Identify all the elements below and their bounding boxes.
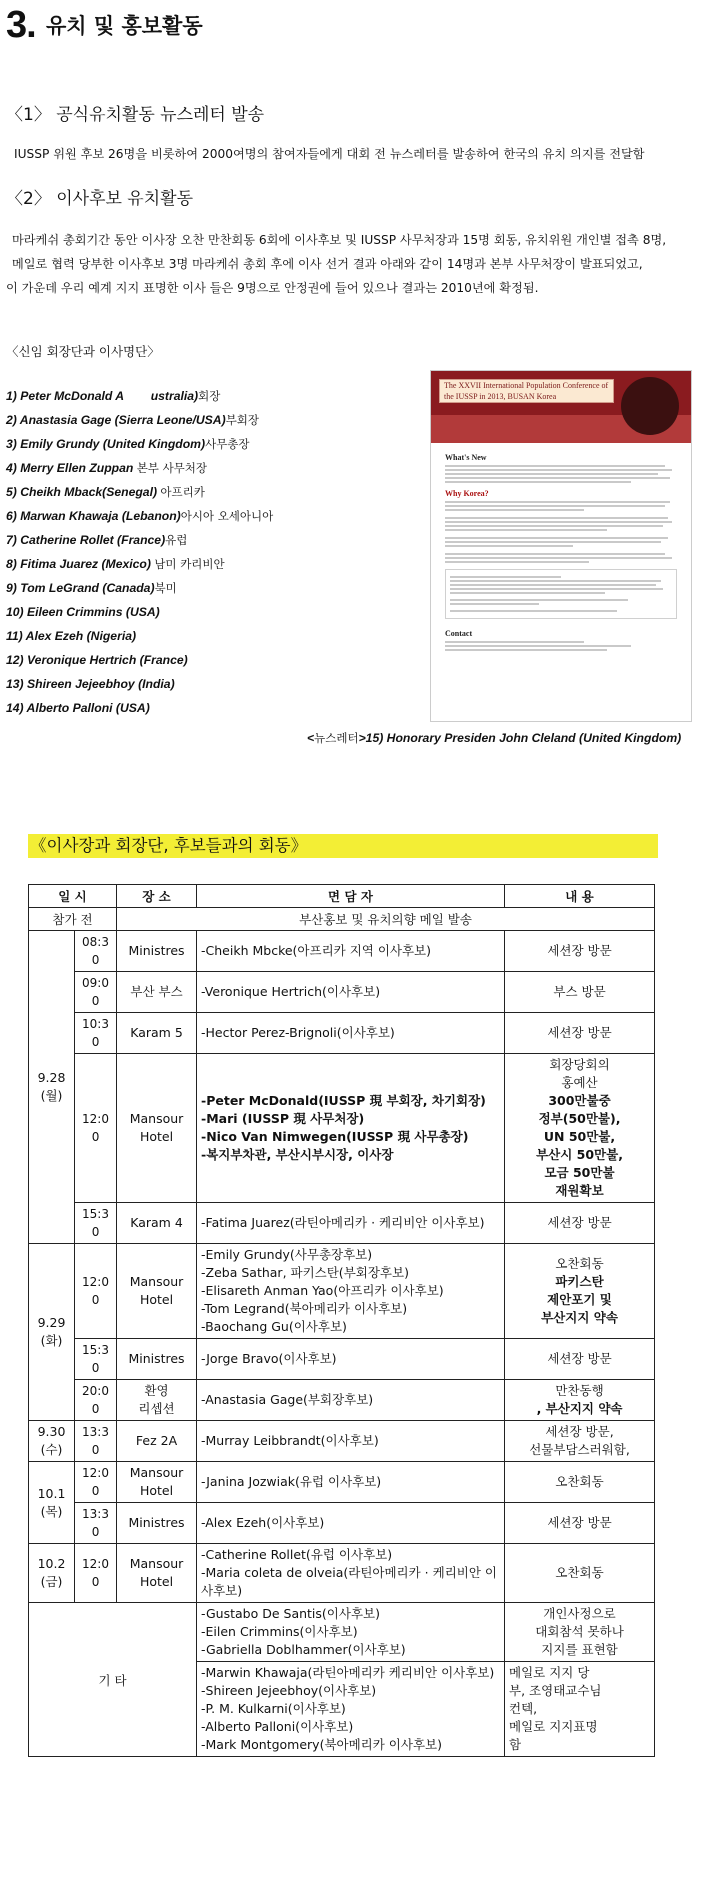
date-cell [29,1244,75,1421]
cell-line: -Shireen Jejeebhoy(이사후보) [201,1683,377,1698]
newsletter-header [431,371,691,443]
result-cell [505,1421,655,1462]
cell-line: -Fatima Juarez(라틴아메리카 · 케리비안 이사후보) [201,1215,485,1230]
cell-line: (화) [40,1333,63,1348]
cell-line: Ministres [128,1515,185,1530]
time-cell [75,1054,117,1203]
table-row [29,1544,655,1603]
date-cell [29,1544,75,1603]
people-cell [197,1380,505,1421]
result-cell [505,1462,655,1503]
section2-title: 〈2〉 이사후보 유치활동 [6,189,193,209]
cell-line: -Janina Jozwiak(유럽 이사후보) [201,1474,382,1489]
cell-line: -Catherine Rollet(유럽 이사후보) [201,1547,393,1562]
cell-line: -Peter McDonald(IUSSP 現 부회장, 차기회장) [201,1093,486,1108]
cell-line: , 부산지지 약속 [536,1401,623,1416]
result-cell [505,1054,655,1203]
cell-line: 리셉션 [138,1401,175,1416]
member-name: 4) Merry Ellen Zuppan [6,461,137,475]
time-cell [75,1544,117,1603]
date-cell [29,1462,75,1544]
cell-line: 10.1 [37,1485,66,1501]
pre-row-content: 부산홍보 및 유치의향 메일 발송 [117,908,655,931]
member-name: 9) Tom LeGrand (Canada) [6,581,155,595]
board-member-item [6,600,273,624]
cell-line: 0 [91,994,100,1008]
member-role: 북미 [154,581,177,595]
cell-line: (월) [40,1088,63,1103]
table-row [29,1013,655,1054]
place-cell [117,972,197,1013]
member-name: 6) Marwan Khawaja (Lebanon) [6,509,181,523]
cell-line: Ministres [128,1351,185,1366]
table-row [29,1503,655,1544]
people-cell [197,1503,505,1544]
cell-line: Fez 2A [135,1433,178,1448]
cell-line: 세션장 방문 [547,1025,612,1040]
cell-line: -Hector Perez-Brignoli(이사후보) [201,1025,395,1040]
cell-line: 만찬동행 [555,1383,604,1398]
result-cell [505,1203,655,1244]
cell-line: -P. M. Kulkarni(이사후보) [201,1701,346,1716]
etc-label: 기 타 [29,1603,197,1757]
result-cell [505,972,655,1013]
member-name: 10) Eileen Crimmins (USA) [6,605,160,619]
place-cell [117,1054,197,1203]
cell-line: -Mari (IUSSP 現 사무처장) [201,1111,365,1126]
cell-line: 0 [91,1293,100,1307]
pre-row [29,908,655,931]
member-role: 본부 사무처장 [136,461,208,475]
newsletter-header-title: The XXVII International Population Conference of the IUSSP in 2013, BUSAN Korea [439,379,614,403]
people-cell [197,1203,505,1244]
cell-line: 300만불중 [548,1093,611,1108]
cell-line: 부스 방문 [553,984,606,999]
newsletter-whats-new: What's New [445,453,487,462]
section1-body: IUSSP 위원 후보 26명을 비롯하여 2000여명의 참여자들에게 대회 전 뉴스레터를 발송하여 한국의 유치 의지를 전달함 [14,147,645,161]
section-title: 유치 및 홍보활동 [46,14,203,38]
member-role: 아시아 오세아니아 [180,509,274,523]
caption-ko: 뉴스레터 [314,731,359,745]
member-role: 유럽 [165,533,188,547]
cell-line: 0 [91,1484,100,1498]
cell-line: (수) [40,1442,63,1457]
cell-line: 함 [509,1737,522,1752]
newsletter-thumbnail [430,370,692,722]
cell-line: -Alex Ezeh(이사후보) [201,1515,325,1530]
board-member-item [6,408,273,432]
cell-line: 12:0 [82,1275,109,1289]
cell-line: Hotel [139,1574,174,1589]
cell-line: 환영 [144,1383,169,1398]
cell-line: 세션장 방문 [547,1215,612,1230]
time-cell [75,1339,117,1380]
cell-line: Mansour [129,1556,184,1571]
cell-line: 0 [91,953,100,967]
people-cell [197,972,505,1013]
cell-line: 12:0 [82,1466,109,1480]
cell-line: 0 [91,1575,100,1589]
newsletter-caption [307,730,681,746]
col-header-people: 면 담 자 [197,885,505,908]
cell-line: 0 [91,1525,100,1539]
cell-line: 20:0 [82,1384,109,1398]
board-member-item [6,648,273,672]
member-name: 2) Anastasia Gage (Sierra Leone/USA) [6,413,226,427]
col-header-datetime: 일 시 [29,885,117,908]
cell-line: -Marwin Khawaja(라틴아메리카 케리비안 이사후보) [201,1665,495,1680]
section-number: 3. [6,4,36,46]
cell-line: 메일로 지지표명 [509,1719,598,1734]
cell-line: 재원확보 [555,1183,604,1198]
cell-line: 09:0 [82,976,109,990]
cell-line: 0 [91,1361,100,1375]
cell-line: 오찬회동 [555,1565,604,1580]
cell-line: 10.2 [37,1556,66,1571]
place-cell [117,1380,197,1421]
meeting-section-title: 《이사장과 회장단, 후보들과의 회동》 [28,834,658,858]
member-name: 1) Peter McDonald A ustralia) [6,389,199,403]
place-cell [117,1421,197,1462]
cell-line: 0 [91,1035,100,1049]
cell-line: -복지부차관, 부산시부시장, 이사장 [201,1147,394,1162]
board-member-list [6,384,273,720]
cell-line: 홍예산 [561,1075,598,1090]
result-cell [505,1380,655,1421]
cell-line: -Cheikh Mbcke(아프리카 지역 이사후보) [201,943,432,958]
member-role: 회장 [198,389,221,403]
cell-line: Mansour [129,1274,184,1289]
cell-line: 15:3 [82,1343,109,1357]
board-member-item [6,456,273,480]
result-cell [505,1662,655,1757]
section2-line-1: 마라케쉬 총회기간 동안 이사장 오찬 만찬회동 6회에 이사후보 및 IUSSP 사무처장과 15명 회동, 유치위원 개인별 접촉 8명, [12,233,667,247]
cell-line: 부산지지 약속 [541,1310,618,1325]
place-cell [117,1339,197,1380]
cell-line: 부산시 50만불, [536,1147,623,1162]
time-cell [75,1462,117,1503]
cell-line: -Veronique Hertrich(이사후보) [201,984,381,999]
people-cell [197,1544,505,1603]
member-role: 남미 카리비안 [154,557,225,571]
time-cell [75,1203,117,1244]
etc-row [29,1603,655,1662]
cell-line: 9.29 [37,1315,66,1330]
result-cell [505,1503,655,1544]
people-cell [197,1244,505,1339]
cell-line: 0 [91,1130,100,1144]
people-cell [197,931,505,972]
result-cell [505,1544,655,1603]
cell-line: Hotel [139,1129,174,1144]
cell-line: 모금 50만불 [544,1165,615,1180]
result-cell [505,1013,655,1054]
member-name: 8) Fitima Juarez (Mexico) [6,557,155,571]
cell-line: -Gustabo De Santis(이사후보) [201,1606,380,1621]
place-cell [117,1244,197,1339]
cell-line: -Anastasia Gage(부회장후보) [201,1392,374,1407]
cell-line: 08:3 [82,935,109,949]
col-header-place: 장 소 [117,885,197,908]
board-member-item [6,432,273,456]
time-cell [75,1380,117,1421]
board-member-item [6,552,273,576]
time-cell [75,1421,117,1462]
cell-line: 9.28 [37,1070,66,1085]
cell-line: 15:3 [82,1207,109,1221]
cell-line: 0 [91,1402,100,1416]
cell-line: 9.30 [37,1424,66,1439]
place-cell [117,1462,197,1503]
table-row [29,1244,655,1339]
cell-line: 파키스탄 [555,1274,604,1289]
cell-line: 제안포기 및 [547,1292,612,1307]
cell-line: -Eilen Crimmins(이사후보) [201,1624,358,1639]
place-cell [117,931,197,972]
member-name: 5) Cheikh Mback(Senegal) [6,485,161,499]
cell-line: -Gabriella Doblhammer(이사후보) [201,1642,406,1657]
cell-line: -Elisareth Anman Yao(아프리카 이사후보) [201,1283,444,1298]
table-row [29,1462,655,1503]
cell-line: -Murray Leibbrandt(이사후보) [201,1433,379,1448]
cell-line: Karam 4 [130,1215,183,1230]
cell-line: -Baochang Gu(이사후보) [201,1319,347,1334]
time-cell [75,972,117,1013]
cell-line: 컨텍, [509,1701,538,1716]
board-member-item [6,480,273,504]
table-header-row [29,885,655,908]
cell-line: -Emily Grundy(사무총장후보) [201,1247,373,1262]
cell-line: 오찬회동 [555,1256,604,1271]
board-member-item [6,576,273,600]
cell-line: Mansour [129,1111,184,1126]
place-cell [117,1203,197,1244]
people-cell [197,1013,505,1054]
cell-line: -Tom Legrand(북아메리카 이사후보) [201,1301,408,1316]
newsletter-emblem-icon [621,377,679,435]
cell-line: 세션장 방문 [547,1351,612,1366]
time-cell [75,1503,117,1544]
table-row [29,1203,655,1244]
result-cell [505,931,655,972]
section2-body [6,228,706,300]
col-header-content: 내 용 [505,885,655,908]
cell-line: -Mark Montgomery(북아메리카 이사후보) [201,1737,442,1752]
cell-line: 12:0 [82,1557,109,1571]
cell-line: -Nico Van Nimwegen(IUSSP 現 사무총장) [201,1129,469,1144]
cell-line: 선물부담스러워함, [529,1442,630,1457]
member-name: 3) Emily Grundy (United Kingdom) [6,437,206,451]
cell-line: UN 50만불, [543,1129,616,1144]
section2-line-2: 메일로 협력 당부한 이사후보 3명 마라케쉬 총회 후에 이사 선거 결과 아래와 같이 14명과 본부 사무처장이 발표되었고, [12,257,643,271]
cell-line: 12:0 [82,1112,109,1126]
meeting-schedule-table [28,884,655,1757]
member-name: 14) Alberto Palloni (USA) [6,701,150,715]
board-member-item [6,672,273,696]
cell-line: 세션장 방문, [545,1424,614,1439]
cell-line: -Jorge Bravo(이사후보) [201,1351,337,1366]
people-cell [197,1421,505,1462]
time-cell [75,1244,117,1339]
newsletter-why-korea: Why Korea? [445,489,489,498]
place-cell [117,1013,197,1054]
cell-line: -Zeba Sathar, 파키스탄(부회장후보) [201,1265,409,1280]
cell-line: Ministres [128,943,185,958]
cell-line: 세션장 방문 [547,1515,612,1530]
member-name: 12) Veronique Hertrich (France) [6,653,188,667]
table-row [29,1380,655,1421]
table-row [29,1054,655,1203]
result-cell [505,1339,655,1380]
cell-line: Hotel [139,1292,174,1307]
board-member-item [6,504,273,528]
date-cell [29,931,75,1244]
member-name: 13) Shireen Jejeebhoy (India) [6,677,175,691]
table-row [29,1421,655,1462]
section1-title: 〈1〉 공식유치활동 뉴스레터 발송 [6,105,265,125]
cell-line: 회장당회의 [549,1057,610,1072]
table-row [29,931,655,972]
board-member-item [6,696,273,720]
cell-line: 대회참석 못하나 [535,1624,624,1639]
cell-line: (금) [40,1574,63,1589]
result-cell [505,1603,655,1662]
people-cell [197,1603,505,1662]
table-row [29,972,655,1013]
people-cell [197,1054,505,1203]
time-cell [75,931,117,972]
cell-line: (목) [40,1503,63,1519]
place-cell [117,1503,197,1544]
cell-line: 0 [91,1225,100,1239]
cell-line: 0 [91,1443,100,1457]
cell-line: 13:3 [82,1425,109,1439]
result-cell [505,1244,655,1339]
cell-line: Hotel [139,1483,174,1498]
cell-line: 메일로 지지 당 [509,1665,590,1680]
board-subtitle: 〈신임 회장단과 이사명단〉 [6,344,160,359]
people-cell [197,1662,505,1757]
table-row [29,1339,655,1380]
member-name: 11) Alex Ezeh (Nigeria) [6,629,137,643]
cell-line: 정부(50만불), [538,1111,621,1126]
cell-line: Karam 5 [130,1025,183,1040]
member-name: 7) Catherine Rollet (France) [6,533,166,547]
board-member-item [6,528,273,552]
time-cell [75,1013,117,1054]
cell-line: 10:3 [82,1017,109,1031]
cell-line: 세션장 방문 [547,943,612,958]
section2-line-3: 이 가운데 우리 예계 지지 표명한 이사 들은 9명으로 안정권에 들어 있으나 결과는 2010년에 확정됨. [6,281,539,295]
people-cell [197,1339,505,1380]
caption-pre: < [307,731,315,745]
cell-line: -Maria coleta de olveia(라틴아메리카 · 케리비안 이사후보) [201,1565,497,1598]
cell-line: 지지를 표현함 [541,1642,618,1657]
member-role: 사무총장 [205,437,250,451]
date-cell [29,1421,75,1462]
member-role: 부회장 [225,413,260,427]
board-member-item [6,624,273,648]
newsletter-contact: Contact [445,629,473,638]
cell-line: -Alberto Palloni(이사후보) [201,1719,354,1734]
people-cell [197,1462,505,1503]
cell-line: 부, 조영태교수님 [509,1683,602,1698]
caption-post: >15) Honorary Presiden John Cleland (United Kingdom) [358,731,682,745]
member-role: 아프리카 [160,485,205,499]
board-member-item [6,384,273,408]
cell-line: Mansour [129,1465,184,1480]
cell-line: 부산 부스 [130,984,183,999]
cell-line: 개인사정으로 [543,1606,616,1621]
cell-line: 13:3 [82,1507,109,1521]
place-cell [117,1544,197,1603]
pre-row-label: 참가 전 [29,908,117,931]
cell-line: 오찬회동 [555,1474,604,1489]
